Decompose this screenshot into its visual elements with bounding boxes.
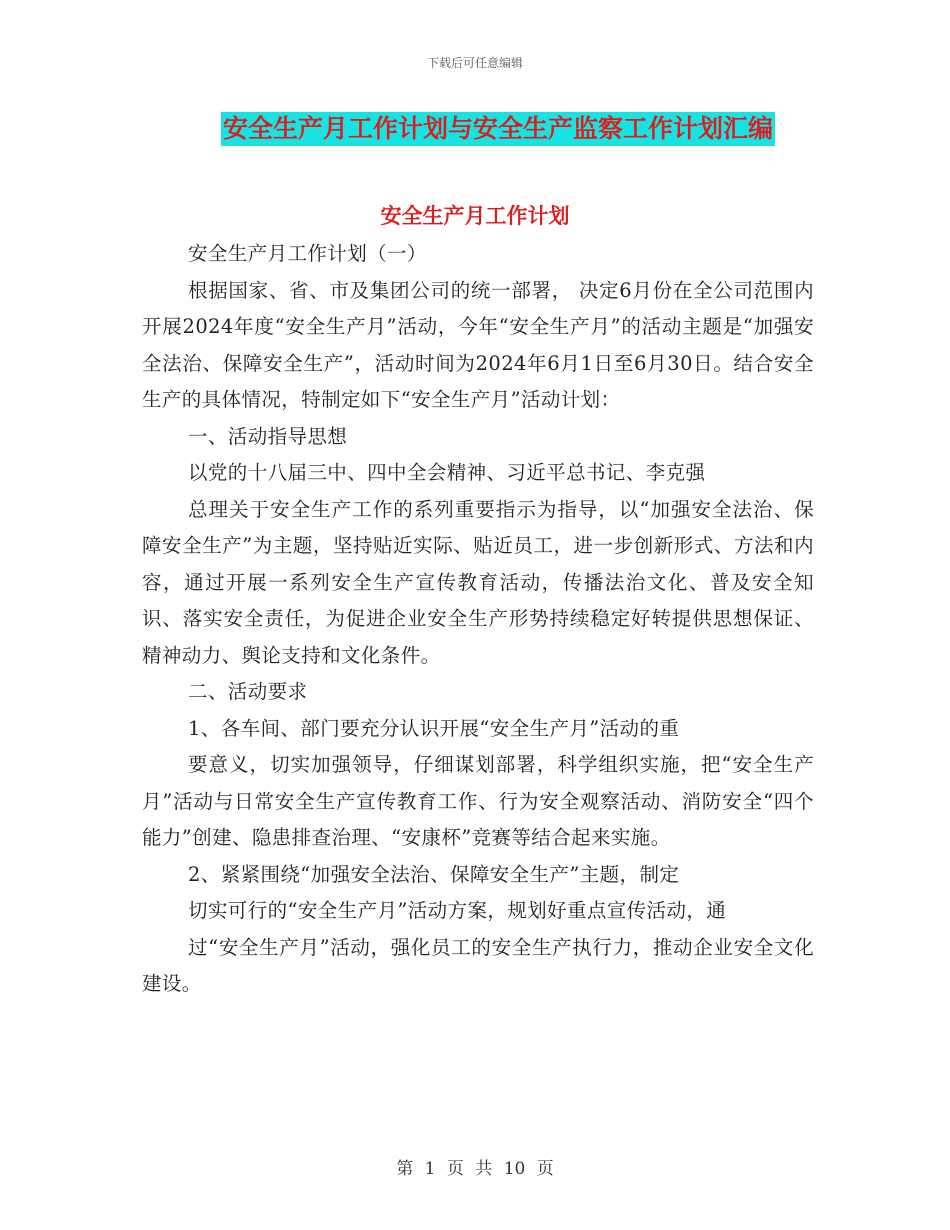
page-number: 第 1 页 共 10 页 [396, 1159, 554, 1179]
paragraph: 以党的十八届三中、四中全会精神、习近平总书记、李克强 [188, 461, 706, 484]
paragraph-heading: 二、活动要求 [188, 680, 308, 703]
paragraph: 总理关于安全生产工作的系列重要指示为指导，以“加强安全法治、保障安全生产”为主题，坚持贴近实际、贴近员工，进一步创新形式、方法和内容，通过开展一系列安全生产宣传教育活动，传播法治文化、普及安全知识、落实安全责任，为促进企业安全生产形势持续稳定好转提供思想保证、精神动力、舆论支持和文化条件。 [142, 497, 814, 667]
document-body [142, 236, 814, 1003]
main-title: 安全生产月工作计划与安全生产监察工作计划汇编 [221, 112, 775, 146]
paragraph: 2、紧紧围绕“加强安全法治、保障安全生产”主题，制定 [188, 862, 680, 886]
paragraph-heading: 一、活动指导思想 [188, 424, 348, 448]
paragraph: 根据国家、省、市及集团公司的统一部署， 决定6月份在全公司范围内开展2024年度“安全生产月”活动，今年“安全生产月”的活动主题是“加强安全法治、保障安全生产”，活动时间为2024年6月1日至6月30日。结合安全生产的具体情况，特制定如下“安全生产月”活动计划： [142, 278, 814, 411]
main-title-container [0, 112, 950, 146]
paragraph: 过“安全生产月”活动，强化员工的安全生产执行力，推动企业安全文化建设。 [142, 935, 814, 995]
paragraph: 1、各车间、部门要充分认识开展“安全生产月”活动的重 [188, 716, 680, 740]
paragraph-heading: 安全生产月工作计划（一） [188, 242, 427, 265]
section-title: 安全生产月工作计划 [380, 204, 570, 228]
paragraph: 切实可行的“安全生产月”活动方案，规划好重点宣传活动，通 [188, 899, 727, 922]
paragraph: 要意义，切实加强领导，仔细谋划部署，科学组织实施，把“安全生产月”活动与日常安全生产宣传教育工作、行为安全观察活动、消防安全“四个能力”创建、隐患排查治理、“安康杯”竞赛等结合起来实施。 [142, 753, 814, 849]
page-header-note: 下载后可任意编辑 [426, 56, 523, 70]
